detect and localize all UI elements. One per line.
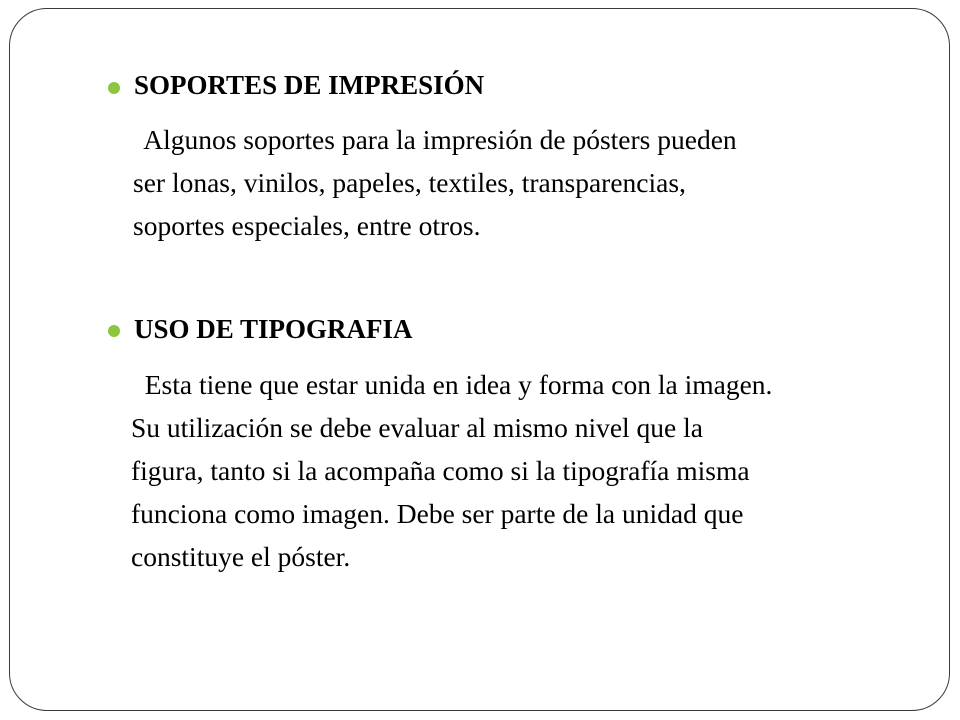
body-line: Algunos soportes para la impresión de pósters pueden xyxy=(131,124,737,155)
bullet-icon xyxy=(108,325,120,337)
bullet-icon xyxy=(108,82,120,94)
body-line: Esta tiene que estar unida en idea y forma con la imagen. xyxy=(131,369,773,400)
body-line: figura, tanto si la acompaña como si la tipografía misma xyxy=(131,455,750,486)
section-body xyxy=(131,118,921,247)
section-heading: SOPORTES DE IMPRESIÓN xyxy=(134,70,485,100)
body-line: ser lonas, vinilos, papeles, textiles, transparencias, xyxy=(133,167,686,198)
slide-frame xyxy=(9,8,950,711)
body-line: soportes especiales, entre otros. xyxy=(133,210,481,241)
section-heading: USO DE TIPOGRAFIA xyxy=(134,314,413,344)
section-body xyxy=(131,363,921,578)
body-line: funciona como imagen. Debe ser parte de la unidad que xyxy=(131,498,744,529)
body-line: constituye el póster. xyxy=(131,541,351,572)
body-line: Su utilización se debe evaluar al mismo nivel que la xyxy=(131,412,703,443)
